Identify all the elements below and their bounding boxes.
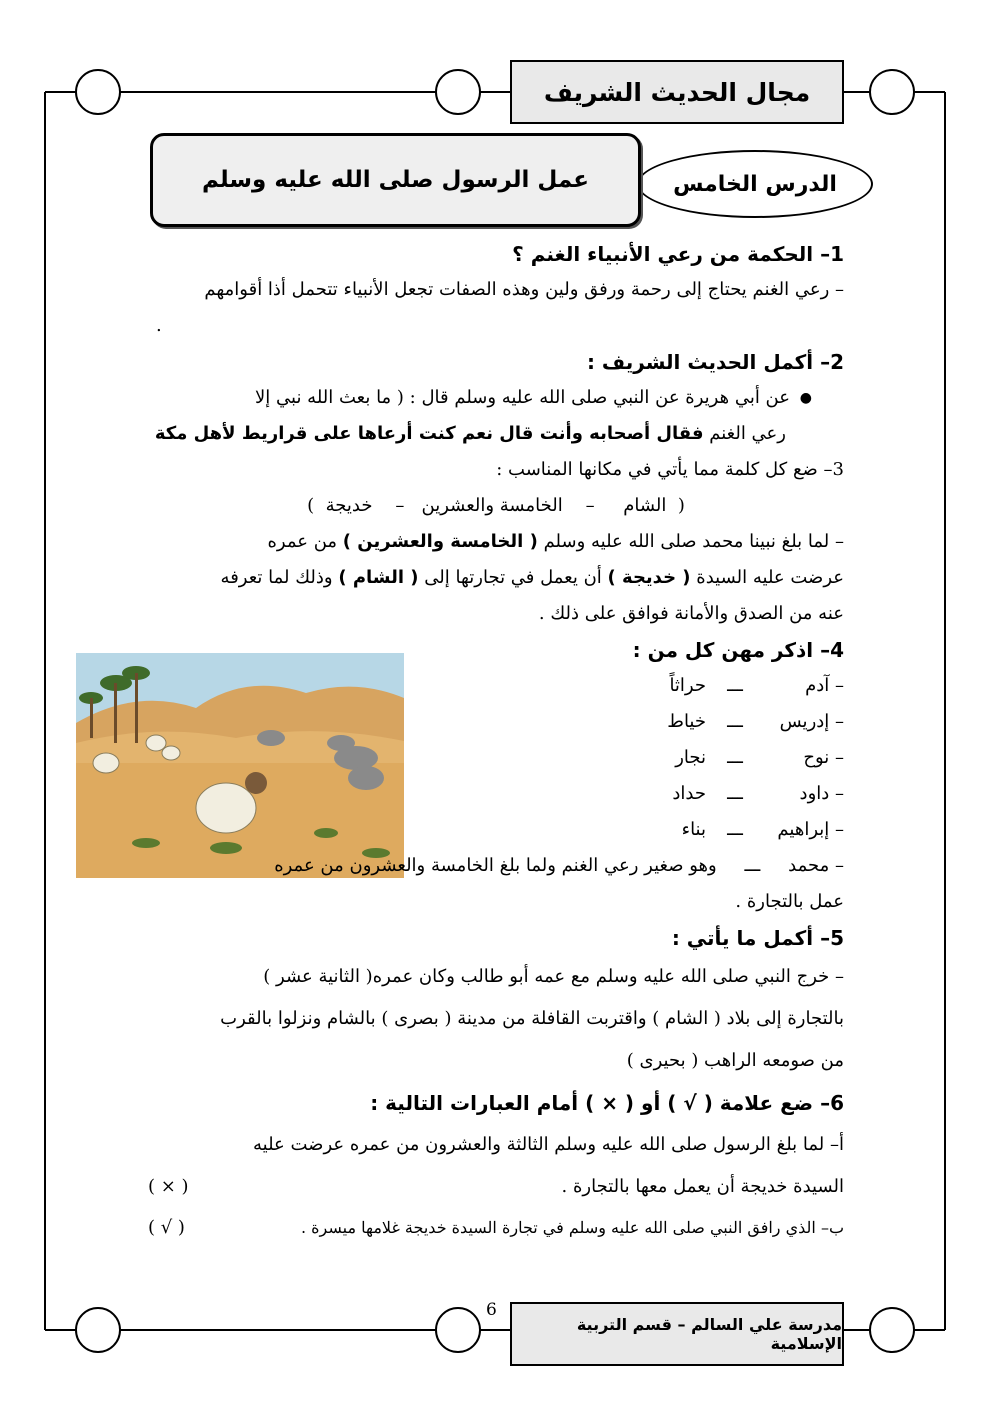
q6-heading: 6– ضع علامة ( √ ) أو ( × ) أمام العبارات التالية : [370, 1091, 844, 1115]
lesson-title: عمل الرسول صلى الله عليه وسلم [150, 133, 641, 227]
q4-muhammad-line-2: عمل بالتجارة . [735, 891, 844, 912]
q4-heading: 4– اذكر مهن كل من : [632, 638, 844, 662]
q1-heading: 1– الحكمة من رعي الأنبياء الغنم ؟ [512, 242, 844, 266]
profession-row: – داود ـــ حداد [672, 783, 844, 804]
q3-line-1: – لما بلغ نبينا محمد صلى الله عليه وسلم ( الخامسة والعشرين ) من عمره [267, 531, 844, 552]
footer-school: مدرسة علي السالم – قسم التربية الإسلامية [510, 1302, 844, 1366]
lesson-content [148, 236, 844, 1248]
hadith-completion: فقال أصحابه وأنت قال نعم كنت أرعاها على قراريط لأهل مكة [154, 423, 704, 444]
answer-mark-b: ( √ ) [148, 1217, 185, 1238]
section-title: مجال الحديث الشريف [510, 60, 844, 124]
profession-row: – آدم ـــ حراثاً [669, 675, 844, 696]
q5-heading: 5– أكمل ما يأتي : [671, 926, 844, 950]
q3-line-2: عرضت عليه السيدة ( خديجة ) أن يعمل في تجارتها إلى ( الشام ) وذلك لما تعرفه [220, 567, 844, 588]
profession-row: – إدريس ـــ خياط [667, 711, 844, 732]
hadith-line-2: رعي الغنم فقال أصحابه وأنت قال نعم كنت أرعاها على قراريط لأهل مكة [154, 423, 786, 444]
lesson-number: الدرس الخامس [637, 150, 873, 218]
q5-line-2: بالتجارة إلى بلاد ( الشام ) واقتربت القافلة من مدينة ( بصرى ) بالشام ونزلوا بالقرب [220, 1008, 844, 1029]
q1-answer: – رعي الغنم يحتاج إلى رحمة ورفق ولين وهذه الصفات تجعل الأنبياء تتحمل أذا أقوامهم [204, 279, 844, 300]
q5-line-1: – خرج النبي صلى الله عليه وسلم مع عمه أبو طالب وكان عمره( الثانية عشر ) [263, 966, 844, 987]
q3-word-bank: ( الشام – الخامسة والعشرين – خديجة ) [307, 495, 685, 516]
q3-line-3: عنه من الصدق والأمانة فوافق على ذلك . [538, 603, 844, 624]
profession-row: – إبراهيم ـــ بناء [681, 819, 844, 840]
answer-mark-a: ( × ) [148, 1176, 189, 1197]
q5-line-3: من صومعه الراهب ( بحيرى ) [626, 1050, 844, 1071]
q1-answer-end: . [156, 315, 162, 336]
profession-row: – نوح ـــ نجار [675, 747, 844, 768]
professions-list [148, 668, 844, 848]
q6-statement-a: أ– لما بلغ الرسول صلى الله عليه وسلم الثالثة والعشرون من عمره عرضت عليه [252, 1134, 844, 1155]
q2-heading: 2– أكمل الحديث الشريف : [586, 350, 844, 374]
page-number: 6 [486, 1300, 497, 1320]
q6-statement-b: ب– الذي رافق النبي صلى الله عليه وسلم في تجارة السيدة خديجة غلامها ميسرة . ( √ ) [148, 1208, 844, 1248]
q6-statement-a-cont: السيدة خديجة أن يعمل معها بالتجارة . ( × ) [148, 1166, 844, 1208]
q3-heading: 3– ضع كل كلمة مما يأتي في مكانها المناسب : [496, 459, 844, 480]
hadith-line-1: ● عن أبي هريرة عن النبي صلى الله عليه وسلم قال : ( ما بعث الله نبي إلا [148, 380, 812, 416]
q4-muhammad-line: – محمد ـــ وهو صغير رعي الغنم ولما بلغ الخامسة والعشرون من عمره [274, 855, 844, 876]
